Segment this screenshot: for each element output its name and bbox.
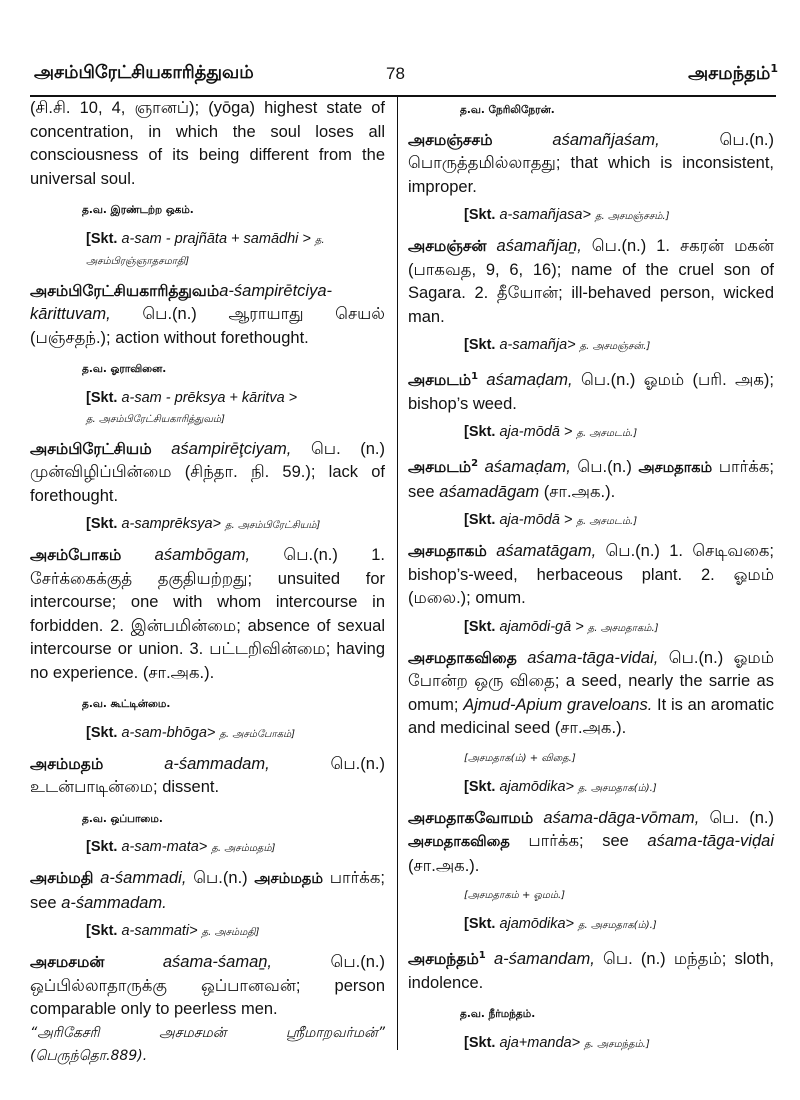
dictionary-entry: [408, 647, 774, 741]
etymology-tamil: த. அசமஞ்சன்.]: [579, 341, 651, 352]
etymology-tamil: த. அசமதாகம்.]: [587, 622, 659, 634]
dictionary-entry: [408, 452, 774, 504]
etymology-label: [Skt.: [464, 1034, 496, 1051]
headword: அசம்போகம்: [30, 546, 122, 564]
definition: ஓமம் (பரி. அக); bishop’s weed.: [408, 371, 774, 413]
tamil-equivalent: த.வ. நீர்மந்தம்.: [460, 1008, 536, 1021]
compound-note: [408, 884, 774, 906]
etymology-label: [Skt.: [464, 512, 496, 529]
cross-reference: அசம்மதம்: [254, 871, 324, 887]
column-divider: [397, 97, 398, 1050]
headword-text: அசமடம்: [408, 458, 472, 477]
etymology: [408, 1033, 774, 1055]
etymology-tamil: த. அசம்மதம்]: [211, 843, 276, 854]
dictionary-entry: [408, 129, 774, 200]
compound-note-text: [அசமதாக(ம்) + விதை.]: [464, 752, 576, 764]
etymology-label: [Skt.: [464, 778, 496, 795]
definition: 1. சகரன் மகன் (பாகவத, 9, 6, 16); name of the cruel son of Sagara. 2. தீயோன்; ill-behaved person, wicked man.: [408, 237, 774, 326]
transliteration: aśamaḍam,: [486, 371, 573, 390]
transliteration: aśama-dāga-vōmam,: [543, 808, 700, 827]
definition: 1. செடிவகை; bishop’s-weed, herbaceous plant. 2. ஓமம் (மலை.); omum.: [408, 542, 774, 608]
etymology: [30, 388, 385, 430]
headword: அசமஞ்சன்: [408, 237, 487, 255]
etymology-tamil: த. அசமந்தம்.]: [584, 1038, 650, 1050]
headword: அசம்மதி: [30, 869, 94, 887]
part-of-speech: பெ.(n.): [668, 648, 724, 667]
part-of-speech: பெ.(n.): [605, 542, 660, 561]
transliteration: aśama-śamaṉ,: [162, 953, 273, 971]
dictionary-entry: [408, 365, 774, 416]
etymology: [408, 422, 774, 444]
etymology-tamil: அசம்பிரஞ்ஞாதசமாதி]: [86, 255, 190, 267]
definition: பார்க்க; see: [528, 832, 629, 851]
botanical-name: Ajmud-Apium graveloans.: [463, 695, 653, 714]
compound-note-text: [அசமதாகம் + ஓமம்.]: [464, 890, 566, 902]
etymology-source: a-sam - prajñāta + samādhi >: [121, 230, 311, 247]
etymology-label: [Skt.: [464, 618, 496, 635]
source-abbreviation: (சா.அக.).: [408, 856, 480, 875]
header-right-word: அசமந்தம்: [688, 63, 771, 84]
etymology: [408, 777, 774, 799]
definition: ஓமம் போன்ற ஒரு விதை; a seed, nearly the sarrie as omum;: [408, 648, 774, 714]
citation-quote: “அரிகேசரி அசமசமன் ஸ்ரீமாறவர்மன்” (பெருந்தொ.889).: [30, 1024, 385, 1064]
part-of-speech: பெ.(n.): [719, 130, 774, 149]
headword: [408, 950, 486, 968]
etymology-source: a-sammati>: [121, 923, 198, 939]
headword-superscript: 1: [471, 371, 479, 382]
left-column: [30, 97, 385, 1075]
cross-reference: அசமதாகம்: [638, 460, 713, 477]
transliteration: aśamaḍam,: [484, 458, 571, 477]
etymology-source: ajamōdika>: [499, 778, 575, 795]
etymology-source: a-samañja>: [499, 337, 576, 353]
etymology: [408, 510, 774, 532]
dictionary-entry: [30, 544, 385, 685]
etymology-tamil: த. அசமதாக(ம்).]: [578, 782, 657, 794]
etymology-source: aja-mōdā >: [499, 512, 573, 529]
etymology-label: [Skt.: [86, 923, 118, 939]
etymology-label: [Skt.: [86, 839, 118, 855]
etymology-source: a-samañjasa>: [499, 207, 591, 223]
running-head: [34, 62, 778, 92]
transliteration: a-śammadam,: [164, 754, 270, 773]
headword-text: அசமந்தம்: [408, 950, 479, 969]
etymology-label: [Skt.: [86, 516, 118, 532]
etymology: [408, 335, 774, 357]
headword: அசமதாகவோமம்: [408, 808, 534, 827]
headword: அசமஞ்சசம்: [408, 130, 493, 149]
part-of-speech: பெ. (n.): [709, 808, 775, 827]
etymology: [30, 229, 385, 272]
etymology-source: aja-mōdā >: [499, 424, 573, 441]
compound-note: [408, 747, 774, 769]
part-of-speech: பெ.(n.): [193, 869, 248, 887]
header-right-superscript: 1: [770, 62, 778, 75]
cross-reference-transliteration: aśama-tāga-viḍai: [647, 832, 774, 851]
etymology: [408, 914, 774, 936]
dictionary-entry: [30, 753, 385, 800]
part-of-speech: பெ. (n.): [310, 439, 385, 458]
transliteration: aśamañjaśam,: [552, 130, 660, 149]
part-of-speech: பெ. (n.): [603, 950, 666, 969]
headword-superscript: 2: [471, 458, 479, 470]
etymology-source: ajamōdika>: [499, 916, 575, 933]
etymology-label: [Skt.: [464, 916, 496, 933]
continued-entry: [30, 97, 385, 191]
source-abbreviation: (சா.அக.).: [543, 482, 616, 501]
transliteration: aśama-tāga-vidai,: [527, 648, 659, 667]
headword: அசமதாகம்: [408, 542, 487, 561]
header-left-title: அசம்பிரேட்சியகாரித்துவம்: [34, 62, 254, 83]
etymology: [30, 921, 385, 943]
etymology: [408, 617, 774, 639]
definition: மந்தம்; sloth, indolence.: [408, 950, 774, 992]
definition: ஆராயாது செயல் (பஞ்சதந்.); action without forethought.: [30, 305, 385, 347]
etymology-tamil: த. அசம்பிரேட்சியகாரித்துவம்]: [86, 413, 225, 425]
transliteration: a-śamandam,: [493, 950, 595, 969]
etymology-source: a-sam - prēksya + kāritva >: [121, 389, 298, 406]
dictionary-entry: [30, 951, 385, 1069]
transliteration: a-śammadi,: [100, 869, 187, 887]
etymology: [30, 837, 385, 859]
headword: அசம்பிரேட்சியம்: [30, 439, 152, 458]
dictionary-entry: [408, 540, 774, 611]
etymology-tamil: த. அசம்பிரேட்சியம்]: [225, 520, 321, 531]
etymology-tamil-prefix: த.: [314, 234, 325, 246]
part-of-speech: பெ.(n.): [283, 546, 338, 564]
definition: பார்க்க; see: [30, 869, 385, 912]
dictionary-entry: [408, 235, 774, 329]
part-of-speech: பெ.(n.): [580, 371, 636, 390]
header-right-title: [688, 62, 778, 86]
etymology-source: ajamōdi-gā >: [499, 618, 584, 635]
etymology-source: aja+manda>: [499, 1034, 581, 1051]
page-number: 78: [386, 64, 405, 83]
etymology-tamil: த. அசமடம்.]: [576, 428, 638, 440]
tamil-equivalent: த.வ. ஓராவினை.: [82, 363, 167, 375]
etymology-label: [Skt.: [86, 724, 118, 741]
headword: அசம்மதம்: [30, 754, 104, 773]
dictionary-entry: [408, 944, 774, 995]
headword: அசம்பிரேட்சியகாரித்துவம்: [30, 281, 220, 300]
etymology-label: [Skt.: [464, 207, 496, 223]
tamil-equivalent: த.வ. ஒப்பாமை.: [82, 812, 163, 825]
definition: ஒப்பில்லாதாருக்கு ஒப்பானவன்; person comparable only to peerless men.: [30, 976, 385, 1018]
headword: [408, 371, 478, 389]
definition: முன்விழிப்பின்மை (சிந்தா. நி. 59.); lack of forethought.: [30, 463, 385, 505]
tamil-equivalent: த.வ. நேரிலிநேரன்.: [460, 104, 555, 116]
part-of-speech: பெ.(n.): [330, 953, 385, 971]
part-of-speech: பெ.(n.): [577, 458, 632, 477]
etymology: [30, 514, 385, 536]
etymology-tamil: த. அசமஞ்சசம்.]: [594, 211, 670, 222]
etymology-label: [Skt.: [86, 389, 118, 406]
headword-superscript: 1: [478, 950, 486, 962]
part-of-speech: பெ.(n.): [591, 237, 647, 255]
etymology-label: [Skt.: [464, 337, 496, 353]
definition: உடன்பாடின்மை; dissent.: [30, 778, 220, 796]
tamil-equivalent: த.வ. கூட்டின்மை.: [82, 698, 171, 710]
etymology-tamil: த. அசம்மதி]: [201, 927, 260, 938]
dictionary-entry: [408, 807, 774, 879]
etymology-tamil: த. அசமதாக(ம்).]: [578, 920, 657, 932]
transliteration: aśampirēţciyam,: [171, 439, 292, 458]
definition: பொருத்தமில்லாதது; that which is inconsistent, improper.: [408, 154, 774, 196]
definition: 1. சேர்க்கைக்குத் தகுதியற்றது; unsuited for intercourse; one with whom intercourse in forbidden. 2. இன்பமின்மை; absence of sexual intercourse or union. 3. பட்டறிவின்மை; having no experience. (சா.அக.).: [30, 546, 386, 682]
etymology-source: a-sam-bhōga>: [121, 724, 216, 741]
etymology-source: a-samprēksya>: [121, 516, 221, 532]
headword-text: அசமடம்: [408, 371, 472, 390]
transliteration: aśamañjaṉ,: [496, 237, 582, 255]
definition: பார்க்க; see: [408, 458, 774, 501]
cross-reference: அசமதாகவிதை: [408, 834, 510, 851]
dictionary-entry: [30, 867, 385, 915]
definition-continued: It is an aromatic and medicinal seed (சா.அக.).: [408, 695, 774, 738]
part-of-speech: பெ.(n.): [330, 754, 385, 773]
headword: அசமசமன்: [30, 953, 105, 971]
cross-reference-transliteration: a-śammadam.: [61, 893, 167, 912]
etymology-label: [Skt.: [464, 424, 496, 441]
headword: அசமதாகவிதை: [408, 648, 517, 667]
cross-reference-transliteration: aśamadāgam: [439, 482, 540, 501]
etymology-tamil: த. அசமடம்.]: [576, 516, 638, 528]
etymology: [408, 205, 774, 227]
dictionary-entry: [30, 438, 385, 509]
tamil-equivalent: த.வ. இரண்டற்ற ஒகம்.: [82, 204, 194, 216]
etymology-tamil: த. அசம்போகம்]: [219, 728, 296, 740]
right-column: [408, 97, 774, 1063]
definition-text: (சி.சி. 10, 4, ஞானப்); (yōga) highest state of concentration, in which the soul loses all consciousness of its being different from the universal soul.: [30, 99, 385, 188]
etymology-source: a-sam-mata>: [121, 839, 208, 855]
dictionary-entry: [30, 280, 385, 351]
transliteration: aśambōgam,: [154, 546, 251, 564]
etymology-label: [Skt.: [86, 230, 118, 247]
transliteration: aśamatāgam,: [496, 542, 597, 561]
transliteration: a-śampirētciya-kārittuvam,: [30, 281, 332, 323]
etymology: [30, 723, 385, 745]
headword: [408, 458, 478, 476]
part-of-speech: பெ.(n.): [142, 305, 197, 323]
